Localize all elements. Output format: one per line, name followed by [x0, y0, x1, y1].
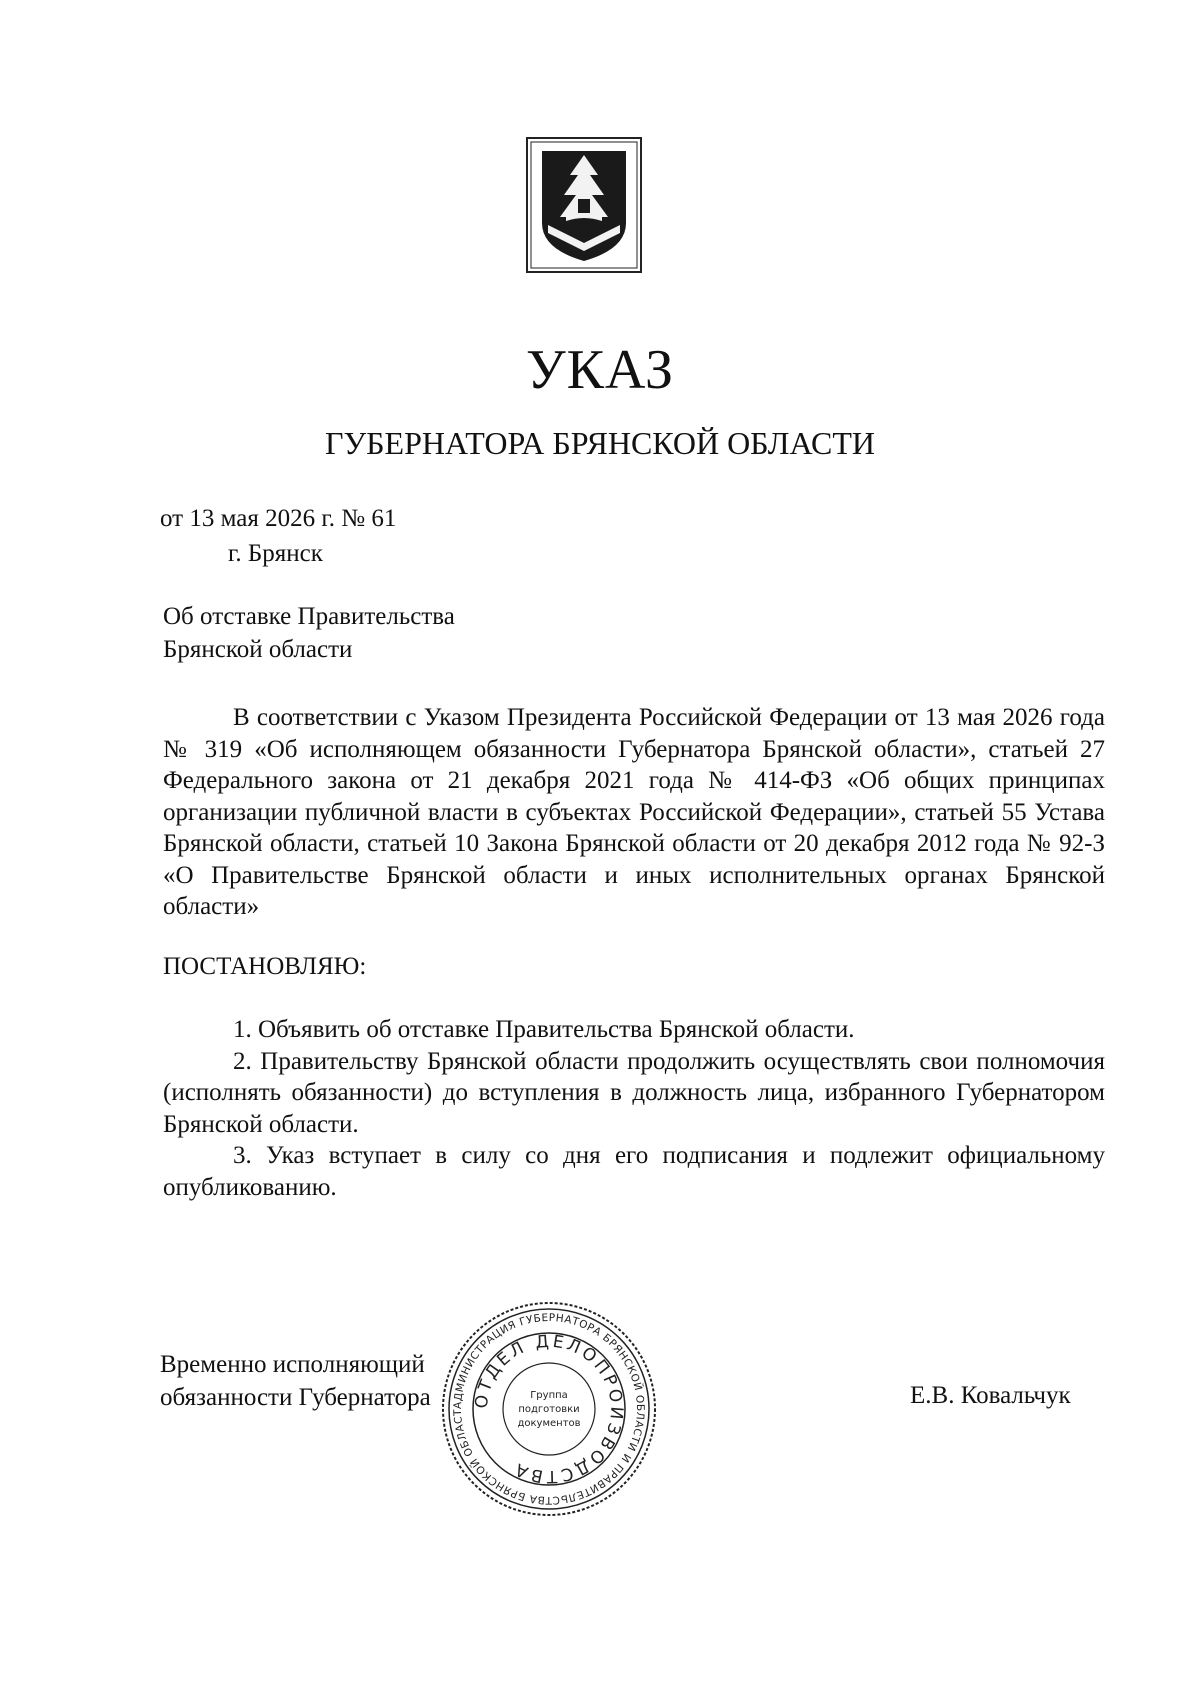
signature-name: Е.В. Ковальчук [910, 1382, 1071, 1409]
preamble-block [163, 702, 1105, 923]
decree-word: ПОСТАНОВЛЯЮ: [163, 953, 367, 980]
decree-items [163, 1014, 1105, 1203]
stamp-center-line-1: Группа [530, 1390, 568, 1401]
signature-position-line-1: Временно исполняющий [160, 1351, 425, 1378]
list-item: 3. Указ вступает в силу со дня его подписания и подлежит официальному опубликованию. [163, 1142, 1105, 1201]
stamp-center-line-2: подготовки [518, 1404, 580, 1415]
preamble-text: В соответствии с Указом Президента Российской Федерации от 13 мая 2026 года № 319 «Об исполняющем обязанности Губернатора Брянской области», статьей 27 Федерального закона от 21 декабря 2021 года № 414-ФЗ «Об общих принципах организации публичной власти в субъектах Российской Федерации», статьей 55 Устава Брянской области, статьей 10 Закона Брянской области от 20 декабря 2012 года № 92-З «О Правительстве Брянской области и иных исполнительных органах Брянской области» [163, 704, 1105, 920]
city: г. Брянск [228, 540, 323, 567]
signature-position [160, 1348, 431, 1414]
subject-line-2: Брянской области [163, 636, 353, 663]
stamp-inner-text: ОТДЕЛ ДЕЛОПРОИЗВОДСТВА [471, 1331, 627, 1487]
list-item: 1. Объявить об отставке Правительства Брянской области. [233, 1016, 855, 1043]
list-item: 2. Правительству Брянской области продолжить осуществлять свои полномочия (исполнять обязанности) до вступления в должность лица, избранного Губернатором Брянской области. [163, 1047, 1105, 1138]
official-stamp [440, 1300, 658, 1518]
signature-position-line-2: обязанности Губернатора [160, 1384, 431, 1411]
coat-of-arms-icon [526, 137, 642, 273]
subject-line-1: Об отставке Правительства [163, 603, 455, 630]
document-title: УКАЗ [525, 339, 675, 401]
stamp-center-line-3: документов [517, 1418, 581, 1429]
document-subtitle: ГУБЕРНАТОРА БРЯНСКОЙ ОБЛАСТИ [325, 425, 875, 461]
date-number: от 13 мая 2026 г. № 61 [160, 505, 397, 532]
stamp-ring-text: АДМИНИСТРАЦИЯ ГУБЕРНАТОРА БРЯНСКОЙ ОБЛАСТИ И ПРАВИТЕЛЬСТВА БРЯНСКОЙ ОБЛАСТ [451, 1311, 647, 1507]
